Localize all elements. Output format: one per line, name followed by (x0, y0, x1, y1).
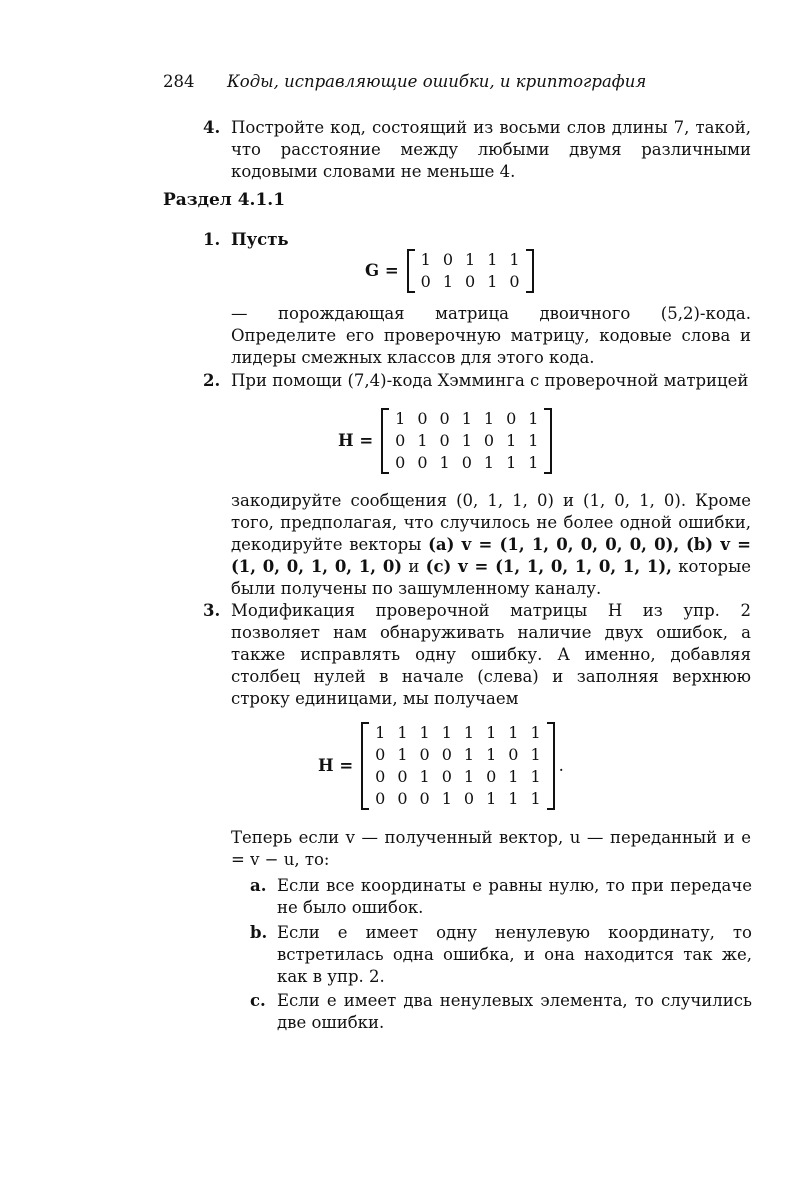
matrix-cell: 0 (417, 453, 428, 472)
matrix-cell: 1 (486, 789, 497, 808)
matrix-cell: 1 (487, 250, 498, 269)
list-item (250, 922, 752, 988)
matrix-cell: 1 (530, 723, 541, 742)
exercise-number: 2. (203, 371, 221, 390)
left-bracket (361, 722, 369, 810)
matrix-cell: 0 (442, 250, 454, 269)
matrix-cell: 0 (441, 745, 452, 764)
matrix-row (389, 408, 544, 430)
matrix-table (369, 722, 547, 810)
matrix-cell: 1 (486, 745, 497, 764)
matrix-row (415, 271, 526, 293)
item-text: Если e имеет одну ненулевую координату, то встретилась одна ошибка, и она находится так же, как в упр. 2. (277, 923, 752, 986)
right-bracket (526, 249, 534, 293)
matrix-cell: 1 (508, 723, 519, 742)
conjunction: и (402, 557, 426, 576)
section-title: Раздел 4.1.1 (163, 190, 286, 210)
matrix-cell: 1 (486, 723, 497, 742)
matrix-row (389, 430, 544, 452)
exercise-intro: Пусть (231, 230, 289, 249)
exercise-text (231, 490, 751, 600)
matrix-row (389, 452, 544, 474)
matrix-cell: 1 (375, 723, 386, 742)
matrix-h-extended (318, 722, 564, 810)
matrix-cell: 1 (395, 409, 406, 428)
matrix-row (369, 722, 547, 744)
matrix-cell: 1 (483, 409, 495, 428)
matrix-cell: 1 (461, 431, 472, 450)
left-bracket (381, 408, 389, 474)
text-part: закодируйте сообщения (0, 1, 1, 0) и (1, 0, 1, 0). Кроме того, предполагая, что случилось не более одной ошибки, декодируйте векторы (231, 491, 751, 554)
matrix-cell: 0 (395, 431, 406, 450)
item-label: b. (250, 923, 268, 942)
running-title: Коды, исправляющие ошибки, и криптография (227, 72, 647, 91)
matrix-row (415, 249, 526, 271)
matrix-cell: 0 (397, 767, 408, 786)
matrix-cell: 0 (509, 272, 520, 291)
matrix-cell: 1 (420, 250, 431, 269)
matrix-cell: 1 (528, 453, 539, 472)
matrix-cell: 1 (530, 745, 541, 764)
matrix-cell: 1 (530, 767, 541, 786)
matrix-cell: 1 (463, 745, 475, 764)
matrix-table (389, 408, 544, 474)
right-bracket (547, 722, 555, 810)
matrix-cell: 0 (419, 745, 430, 764)
matrix-cell: 0 (486, 767, 497, 786)
matrix-cell: 1 (530, 789, 541, 808)
matrix-cell: 1 (508, 767, 519, 786)
matrix-cell: 1 (528, 431, 539, 450)
matrix-cell: 0 (417, 409, 428, 428)
left-bracket (407, 249, 415, 293)
matrix-cell: 0 (439, 409, 450, 428)
matrix-cell: 0 (439, 431, 450, 450)
matrix-cell: 0 (441, 767, 452, 786)
matrix-label: G = (365, 261, 399, 280)
matrix-cell: 1 (483, 453, 495, 472)
matrix-h (338, 408, 552, 474)
list-item (250, 990, 752, 1034)
matrix-period: . (558, 756, 564, 775)
matrix-cell: 1 (463, 767, 475, 786)
matrix-cell: 0 (508, 745, 519, 764)
exercise-number: 4. (203, 118, 221, 137)
matrix-g (365, 249, 534, 293)
matrix-cell: 1 (506, 453, 517, 472)
exercise-text: — порождающая матрица двоичного (5,2)-кода. Определите его проверочную матрицу, кодовые слова и лидеры смежных классов для этого кода. (231, 304, 751, 367)
matrix-cell: 0 (461, 453, 472, 472)
matrix-label: H = (338, 431, 374, 450)
matrix-cell: 1 (397, 723, 408, 742)
matrix-cell: 0 (483, 431, 495, 450)
item-text: Если все координаты e равны нулю, то при передаче не было ошибок. (277, 876, 752, 917)
matrix-row (369, 766, 547, 788)
item-text: Если e имеет два ненулевых элемента, то случились две ошибки. (277, 991, 752, 1032)
matrix-cell: 0 (397, 789, 408, 808)
matrix-cell: 0 (375, 745, 386, 764)
matrix-cell: 0 (463, 789, 475, 808)
item-label: a. (250, 876, 267, 895)
matrix-cell: 1 (487, 272, 498, 291)
matrix-cell: 1 (509, 250, 520, 269)
matrix-row (369, 744, 547, 766)
matrix-cell: 1 (463, 723, 475, 742)
matrix-cell: 1 (419, 767, 430, 786)
matrix-table (415, 249, 526, 293)
page-number: 284 (163, 72, 195, 91)
matrix-cell: 1 (528, 409, 539, 428)
case-b: (b) v = (1, 0, 0, 1, 0, 1, 0) (231, 535, 752, 576)
matrix-cell: 0 (419, 789, 430, 808)
matrix-cell: 1 (461, 409, 472, 428)
exercise-intro: При помощи (7,4)-кода Хэмминга с проверочной матрицей (231, 371, 749, 390)
matrix-row (369, 788, 547, 810)
exercise-text: Постройте код, состоящий из восьми слов длины 7, такой, что расстояние между любыми двумя различными кодовыми словами не меньше 4. (231, 118, 751, 181)
item-label: c. (250, 991, 266, 1010)
matrix-cell: 1 (465, 250, 476, 269)
matrix-cell: 1 (419, 723, 430, 742)
matrix-cell: 1 (441, 723, 452, 742)
matrix-cell: 0 (375, 767, 386, 786)
case-c: (c) v = (1, 1, 0, 1, 0, 1, 1), (425, 557, 672, 576)
exercise-number: 3. (203, 601, 221, 620)
matrix-cell: 1 (397, 745, 408, 764)
right-bracket (544, 408, 552, 474)
matrix-cell: 0 (375, 789, 386, 808)
matrix-cell: 0 (506, 409, 517, 428)
matrix-cell: 1 (508, 789, 519, 808)
page-header (163, 71, 763, 93)
exercise-after-text: Теперь если v — полученный вектор, u — переданный и e = v − u, то: (231, 828, 751, 869)
matrix-label: H = (318, 756, 354, 775)
text-part: которые были получены по зашумленному каналу. (231, 557, 751, 598)
matrix-cell: 1 (506, 431, 517, 450)
matrix-cell: 1 (439, 453, 450, 472)
case-a: (a) v = (1, 1, 0, 0, 0, 0, 0), (428, 535, 680, 554)
matrix-cell: 0 (395, 453, 406, 472)
list-item (250, 875, 752, 919)
matrix-cell: 0 (465, 272, 476, 291)
exercise-number: 1. (203, 230, 221, 249)
matrix-cell: 1 (417, 431, 428, 450)
matrix-cell: 1 (442, 272, 454, 291)
exercise-text: Модификация проверочной матрицы H из упр. 2 позволяет нам обнаруживать наличие двух ошибок, а также исправлять одну ошибку. А именно, добавляя столбец нулей в начале (слева) и заполняя верхнюю строку единицами, мы получаем (231, 601, 751, 708)
matrix-cell: 1 (441, 789, 452, 808)
matrix-cell: 0 (420, 272, 431, 291)
